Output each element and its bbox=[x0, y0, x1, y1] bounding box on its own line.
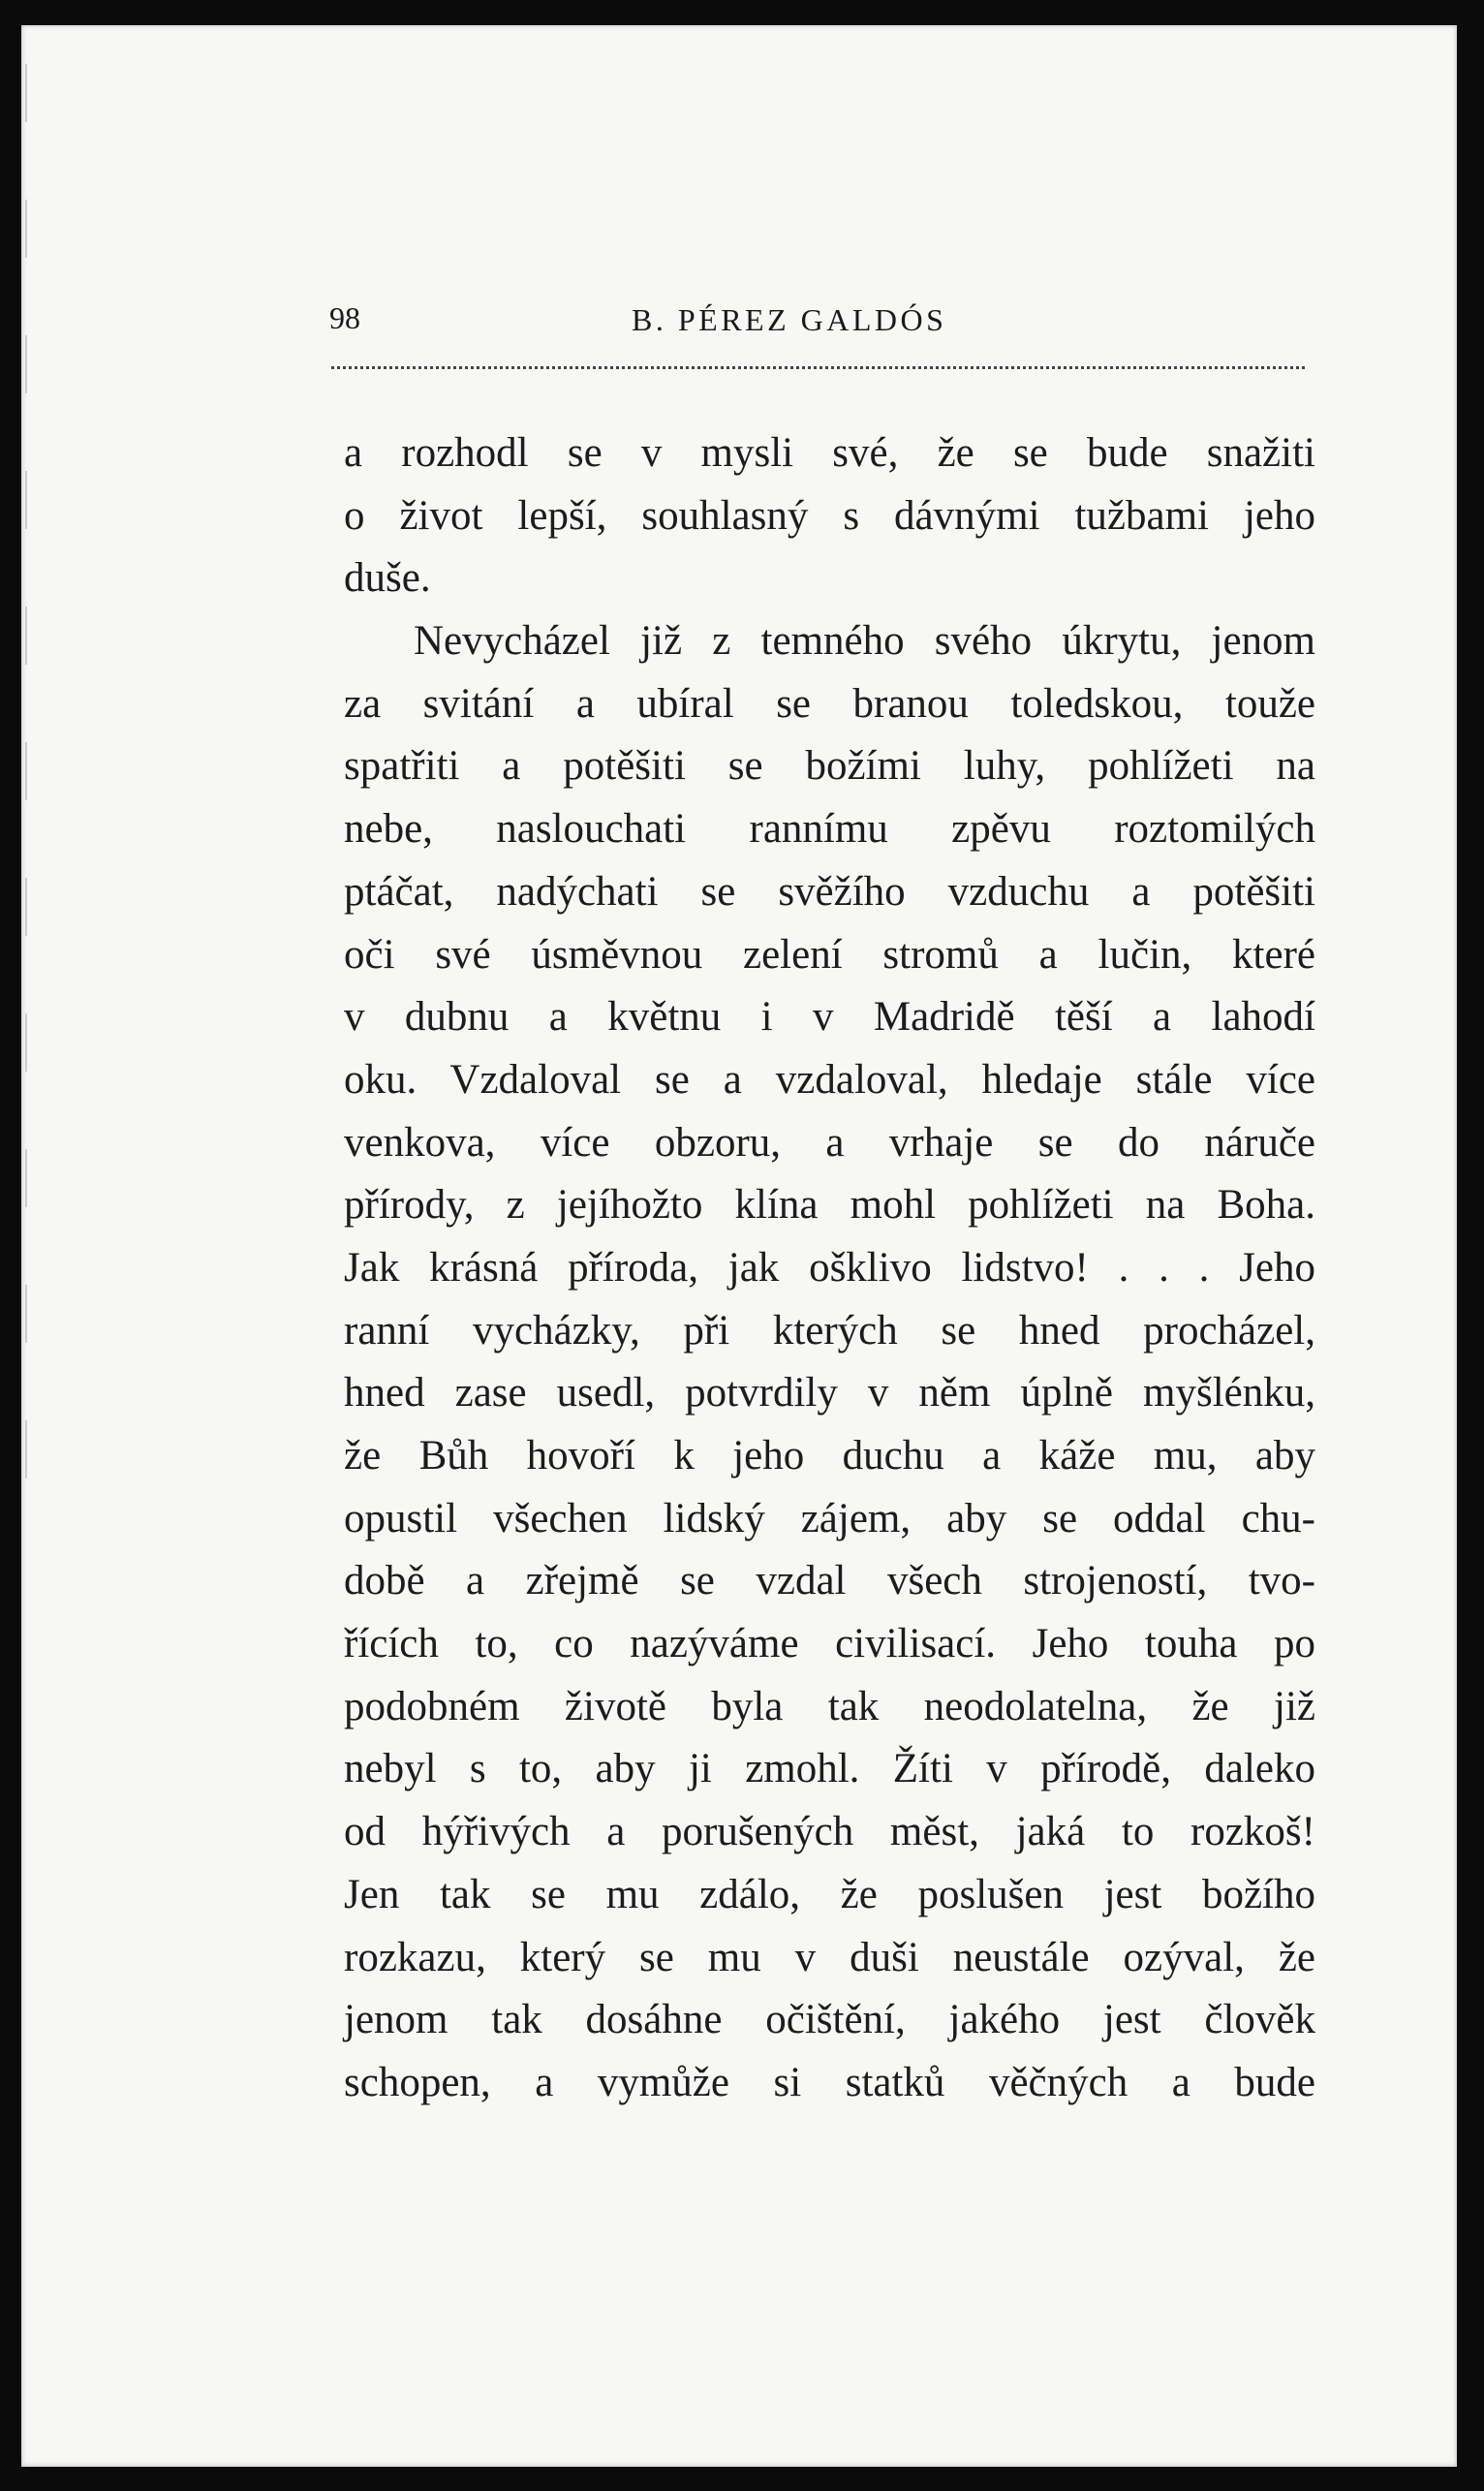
text-line: venkova, více obzoru, a vrhaje se do náruče bbox=[344, 1119, 1315, 1166]
text-line: nebe, naslouchati rannímu zpěvu roztomilých bbox=[344, 806, 1315, 853]
text-line: za svitání a ubíral se branou toledskou, touže bbox=[344, 680, 1315, 727]
text-line: podobném životě byla tak neodolatelna, že již bbox=[344, 1683, 1315, 1729]
page-number: 98 bbox=[329, 300, 360, 335]
running-head: B. PÉREZ GALDÓS bbox=[632, 302, 947, 337]
text-line: a rozhodl se v mysli své, že se bude snažiti bbox=[344, 430, 1315, 476]
text-line: od hýřivých a porušených měst, jaká to rozkoš! bbox=[344, 1809, 1315, 1855]
text-line: ranní vycházky, při kterých se hned procházel, bbox=[344, 1307, 1315, 1354]
text-line: nebyl s to, aby ji zmohl. Žíti v přírodě, daleko bbox=[344, 1746, 1315, 1792]
text-line: Nevycházel již z temného svého úkrytu, jenom bbox=[414, 618, 1315, 665]
text-line: oči své úsměvnou zelení stromů a lučin, které bbox=[344, 931, 1315, 978]
text-line: době a zřejmě se vzdal všech strojeností, tvo- bbox=[344, 1558, 1315, 1604]
text-line: přírody, z jejíhožto klína mohl pohlížeti na Boha. bbox=[344, 1182, 1315, 1229]
text-line: hned zase usedl, potvrdily v něm úplně myšlénku, bbox=[344, 1370, 1315, 1417]
text-line: oku. Vzdaloval se a vzdaloval, hledaje stále více bbox=[344, 1056, 1315, 1103]
text-line: ptáčat, nadýchati se svěžího vzduchu a potěšiti bbox=[344, 868, 1315, 915]
text-line: o život lepší, souhlasný s dávnými tužbami jeho bbox=[344, 492, 1315, 539]
text-line: opustil všechen lidský zájem, aby se oddal chu- bbox=[344, 1495, 1315, 1541]
text-line: v dubnu a květnu i v Madridě těší a lahodí bbox=[344, 994, 1315, 1041]
text-line: schopen, a vymůže si statků věčných a bude bbox=[344, 2059, 1315, 2105]
text-line: spatřiti a potěšiti se božími luhy, pohlížeti na bbox=[344, 743, 1315, 790]
header-rule bbox=[331, 366, 1305, 369]
text-line: Jen tak se mu zdálo, že poslušen jest božího bbox=[344, 1871, 1315, 1917]
page-header bbox=[21, 275, 1457, 337]
text-line: jenom tak dosáhne očištění, jakého jest člověk bbox=[344, 1997, 1315, 2043]
body-text bbox=[344, 422, 1315, 2115]
book-page bbox=[21, 25, 1457, 2467]
text-line: Jak krásná příroda, jak ošklivo lidstvo! . . . Jeho bbox=[344, 1244, 1315, 1291]
text-line: duše. bbox=[344, 555, 431, 602]
text-line: rozkazu, který se mu v duši neustále ozýval, že bbox=[344, 1934, 1315, 1980]
text-line: že Bůh hovoří k jeho duchu a káže mu, aby bbox=[344, 1433, 1315, 1479]
text-line: řících to, co nazýváme civilisací. Jeho touha po bbox=[344, 1621, 1315, 1667]
